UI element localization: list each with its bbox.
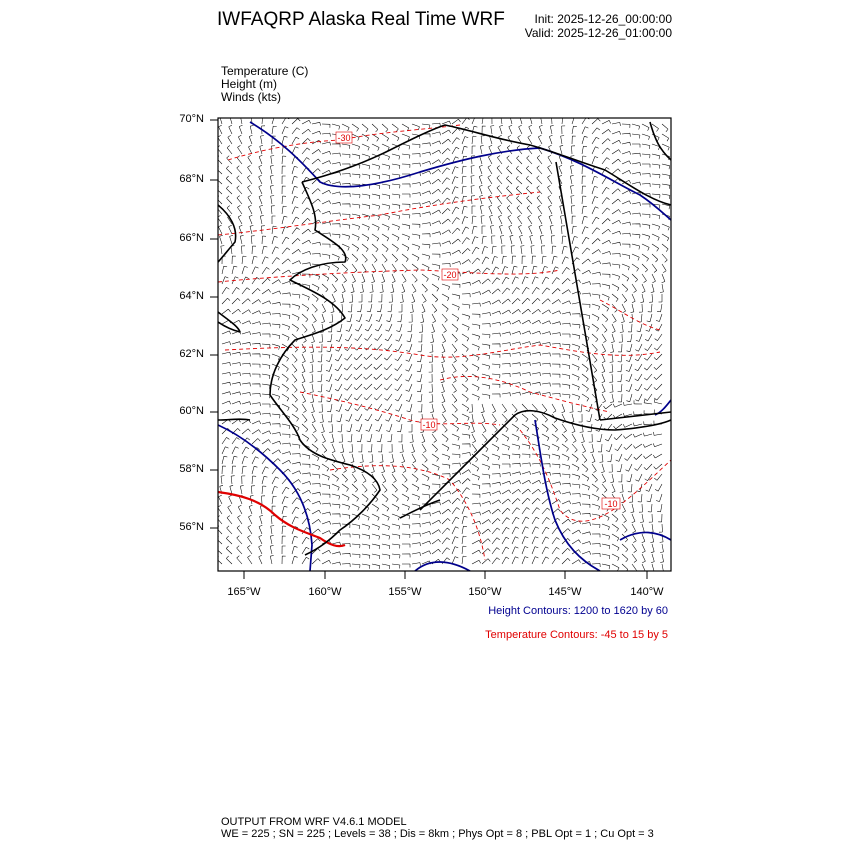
lat-label-58: 58°N: [179, 463, 204, 475]
lon-label-140: 140°W: [630, 586, 664, 598]
lat-label-70: 70°N: [179, 113, 204, 125]
lat-label-66: 66°N: [179, 232, 204, 244]
lat-label-62: 62°N: [179, 348, 204, 360]
contour-label-4: -10: [604, 499, 618, 509]
lon-label-165: 165°W: [227, 586, 261, 598]
valid-time: Valid: 2025-12-26_01:00:00: [524, 26, 672, 40]
axis-ticks: [210, 120, 647, 579]
lon-label-160: 160°W: [308, 586, 342, 598]
contour-label-1: -30: [337, 133, 351, 143]
height-contour-info: Height Contours: 1200 to 1620 by 60: [488, 605, 668, 617]
legend-height: Height (m): [221, 77, 278, 91]
lat-label-56: 56°N: [179, 521, 204, 533]
lat-label-68: 68°N: [179, 173, 204, 185]
lat-label-64: 64°N: [179, 290, 204, 302]
temperature-contour-info: Temperature Contours: -45 to 15 by 5: [485, 629, 668, 641]
lon-label-150: 150°W: [468, 586, 502, 598]
model-footer-line2: WE = 225 ; SN = 225 ; Levels = 38 ; Dis = 8km ; Phys Opt = 8 ; PBL Opt = 1 ; Cu Opt = 3: [221, 828, 654, 840]
init-time: Init: 2025-12-26_00:00:00: [534, 12, 672, 26]
legend-temperature: Temperature (C): [221, 64, 309, 78]
contour-label-2: -20: [443, 270, 457, 280]
lon-label-155: 155°W: [388, 586, 422, 598]
lat-label-60: 60°N: [179, 405, 204, 417]
legend-winds: Winds (kts): [221, 90, 281, 104]
lon-label-145: 145°W: [548, 586, 582, 598]
model-footer-line1: OUTPUT FROM WRF V4.6.1 MODEL: [221, 816, 407, 828]
map-title: IWFAQRP Alaska Real Time WRF: [217, 9, 505, 30]
contour-label-3: -10: [422, 420, 436, 430]
